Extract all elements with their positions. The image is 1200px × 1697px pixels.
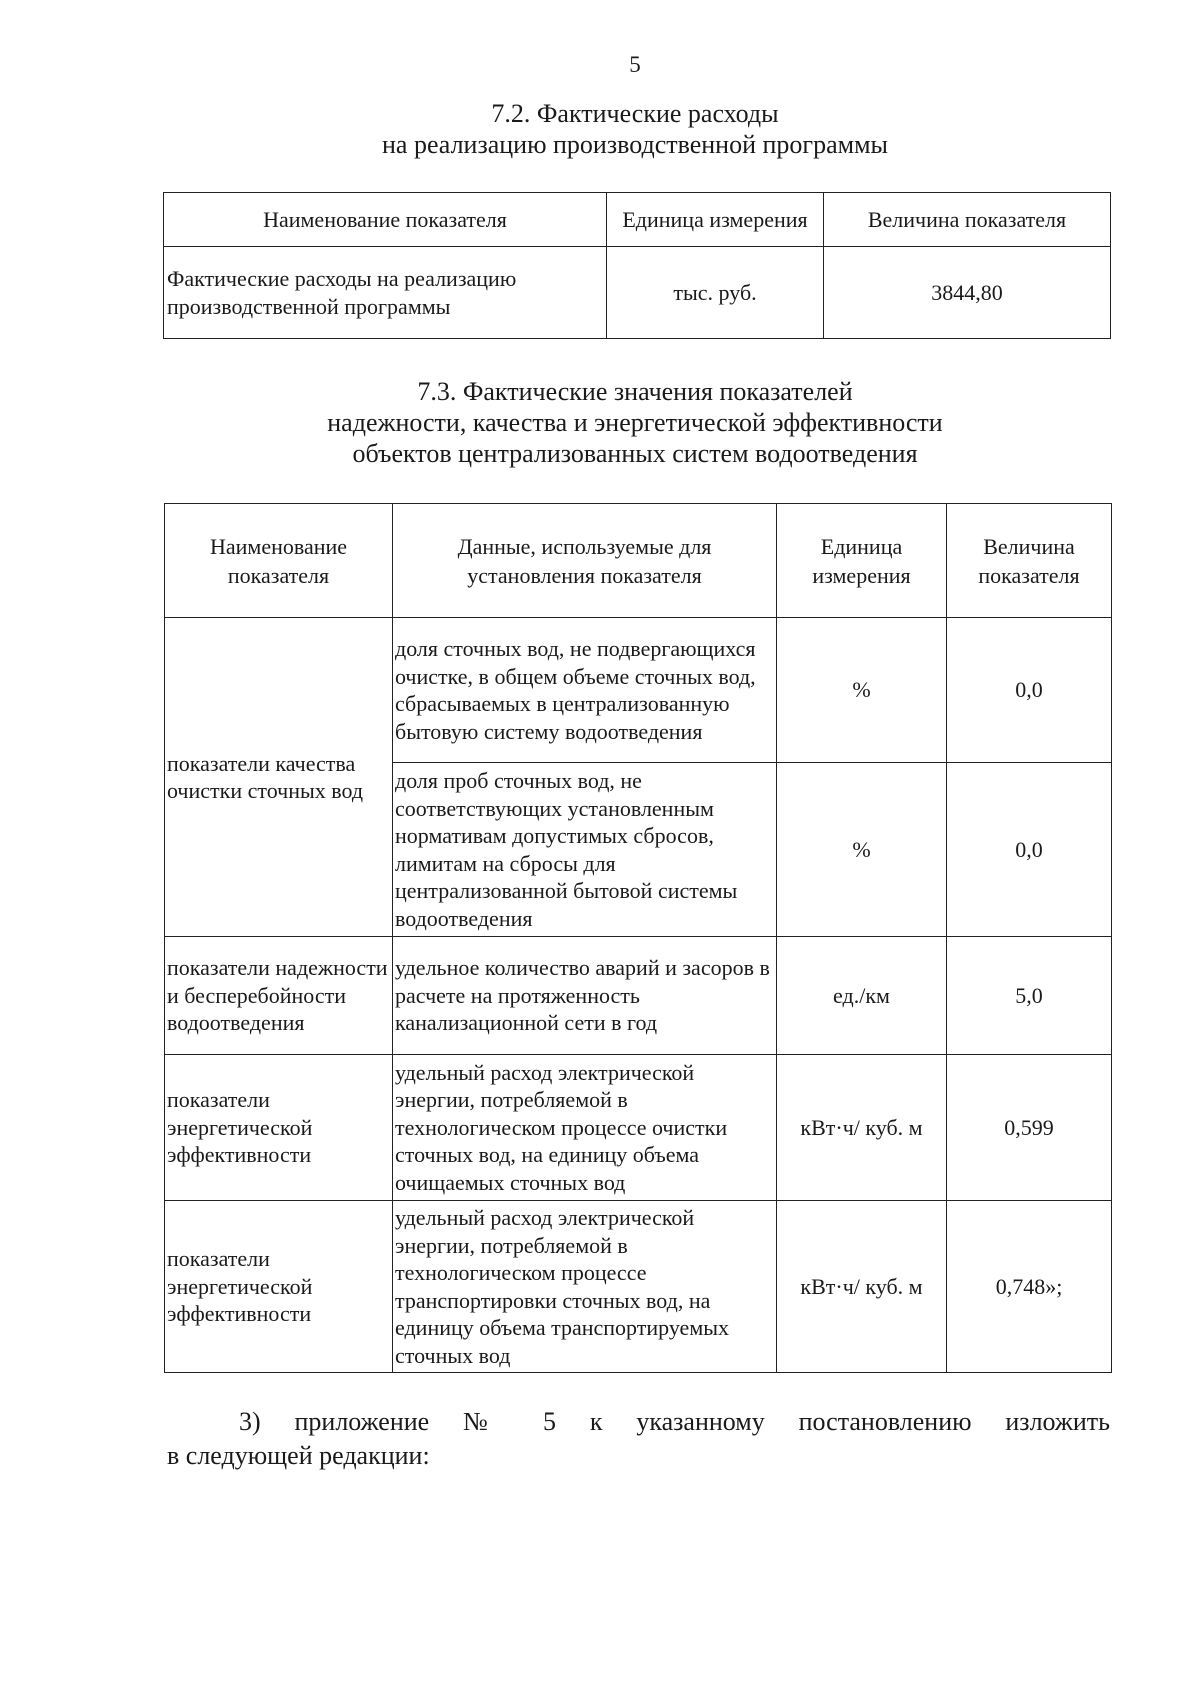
cell-unit: кВт·ч/ куб. м bbox=[777, 1201, 947, 1373]
header-value: Величина показателя bbox=[947, 504, 1112, 618]
header-indicator-name: Наименование показателя bbox=[164, 193, 607, 247]
header-unit: Единица измерения bbox=[777, 504, 947, 618]
header-indicator-name: Наименование показателя bbox=[165, 504, 393, 618]
cell-value: 0,599 bbox=[947, 1055, 1112, 1201]
cell-group-energy: показатели энергетической эффективности bbox=[165, 1201, 393, 1373]
cell-group-reliability: показатели надежности и бесперебойности водоотведения bbox=[165, 937, 393, 1055]
table-row bbox=[165, 1201, 1112, 1373]
page-number: 5 bbox=[629, 52, 641, 77]
cell-unit: % bbox=[777, 618, 947, 763]
table-row bbox=[165, 1055, 1112, 1201]
cell-value: 0,0 bbox=[947, 763, 1112, 937]
header-value: Величина показателя bbox=[824, 193, 1111, 247]
section-7-3-title bbox=[0, 376, 1200, 469]
table-row bbox=[164, 247, 1111, 339]
section-7-3-title-line2: надежности, качества и энергетической эффективности bbox=[327, 408, 943, 437]
header-unit: Единица измерения bbox=[607, 193, 824, 247]
header-source-data: Данные, используемые для установления показателя bbox=[393, 504, 777, 618]
cell-source-data: удельный расход электрической энергии, потребляемой в технологическом процессе очистки сточных вод, на единицу объема очищаемых сточных вод bbox=[393, 1055, 777, 1201]
table-header-row bbox=[164, 193, 1111, 247]
cell-unit: кВт·ч/ куб. м bbox=[777, 1055, 947, 1201]
section-7-3-title-line1: 7.3. Фактические значения показателей bbox=[417, 377, 853, 406]
cell-value: 5,0 bbox=[947, 937, 1112, 1055]
cell-value: 0,0 bbox=[947, 618, 1112, 763]
cell-unit: ед./км bbox=[777, 937, 947, 1055]
table-row bbox=[165, 937, 1112, 1055]
actual-expenses-table bbox=[163, 192, 1111, 339]
cell-indicator-name: Фактические расходы на реализацию производственной программы bbox=[164, 247, 607, 339]
table-row bbox=[165, 618, 1112, 763]
cell-group-energy: показатели энергетической эффективности bbox=[165, 1055, 393, 1201]
cell-group-quality: показатели качества очистки сточных вод bbox=[165, 618, 393, 937]
closing-line2: в следующей редакции: bbox=[167, 1441, 430, 1470]
cell-unit: % bbox=[777, 763, 947, 937]
cell-value: 3844,80 bbox=[824, 247, 1111, 339]
indicators-table bbox=[164, 503, 1112, 1373]
section-7-2-title-line2: на реализацию производственной программы bbox=[381, 130, 888, 159]
table-header-row bbox=[165, 504, 1112, 618]
cell-source-data: доля проб сточных вод, не соответствующих установленным нормативам допустимых сбросов, лимитам на сбросы для централизованной бытовой системы водоотведения bbox=[393, 763, 777, 937]
section-7-3-title-line3: объектов централизованных систем водоотведения bbox=[352, 439, 918, 468]
cell-source-data: удельный расход электрической энергии, потребляемой в технологическом процессе транспортировки сточных вод, на единицу объема транспортируемых сточных вод bbox=[393, 1201, 777, 1373]
closing-paragraph bbox=[167, 1405, 1110, 1473]
cell-source-data: доля сточных вод, не подвергающихся очистке, в общем объеме сточных вод, сбрасываемых в централизованную бытовую систему водоотведения bbox=[393, 618, 777, 763]
closing-line1: 3) приложение № 5 к указанному постановлению изложить bbox=[239, 1407, 1110, 1436]
cell-unit: тыс. руб. bbox=[607, 247, 824, 339]
cell-value: 0,748»; bbox=[947, 1201, 1112, 1373]
section-7-2-title bbox=[0, 98, 1200, 160]
section-7-2-title-line1: 7.2. Фактические расходы bbox=[491, 99, 779, 128]
cell-source-data: удельное количество аварий и засоров в расчете на протяженность канализационной сети в год bbox=[393, 937, 777, 1055]
